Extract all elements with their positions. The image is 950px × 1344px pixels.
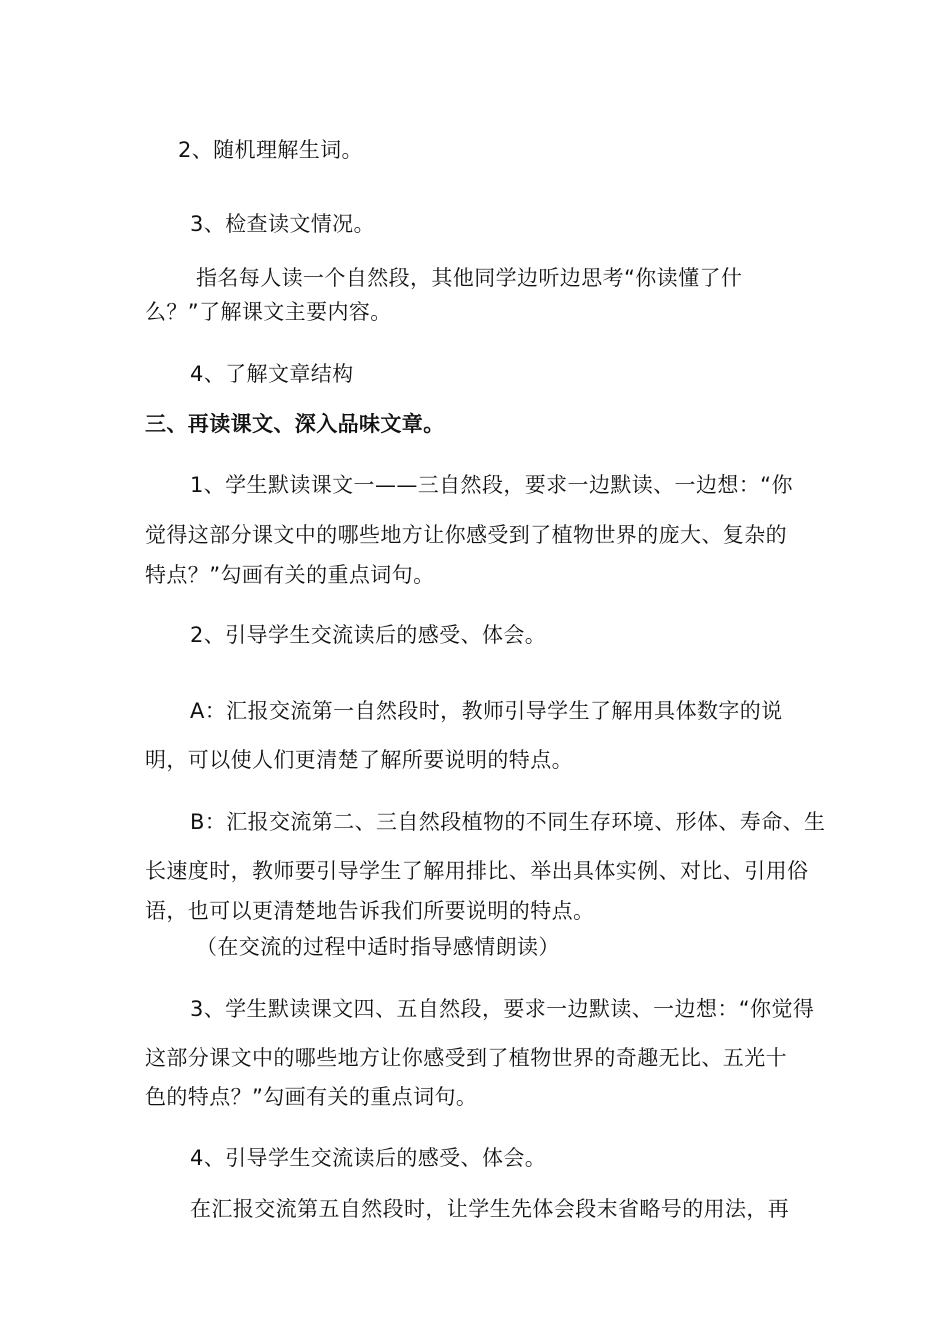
step-4-line: 4、了解文章结构 (190, 362, 354, 386)
paragraph-line: 4、引导学生交流读后的感受、体会。 (190, 1146, 547, 1170)
paragraph-line: 明，可以使人们更清楚了解所要说明的特点。 (145, 748, 573, 772)
paragraph-line: 在汇报交流第五自然段时，让学生先体会段末省略号的用法，再 (190, 1197, 790, 1221)
paragraph-line: 指名每人读一个自然段，其他同学边听边思考“你读懂了什 (196, 266, 743, 290)
paragraph-line: 色的特点？”勾画有关的重点词句。 (145, 1085, 478, 1109)
step-3-line: 3、检查读文情况。 (190, 212, 375, 236)
paragraph-line: 1、学生默读课文一——三自然段，要求一边默读、一边想：“你 (190, 473, 793, 497)
paragraph-line: 长速度时，教师要引导学生了解用排比、举出具体实例、对比、引用俗 (145, 859, 809, 883)
paragraph-line: 觉得这部分课文中的哪些地方让你感受到了植物世界的庞大、复杂的 (145, 523, 787, 547)
paragraph-line: 2、引导学生交流读后的感受、体会。 (190, 623, 547, 647)
paragraph-line: 特点？”勾画有关的重点词句。 (145, 563, 435, 587)
paragraph-line: A：汇报交流第一自然段时，教师引导学生了解用具体数字的说 (190, 699, 783, 723)
paragraph-line: 么？”了解课文主要内容。 (145, 300, 392, 324)
paragraph-line: 语，也可以更清楚地告诉我们所要说明的特点。 (145, 899, 595, 923)
paragraph-line: 3、学生默读课文四、五自然段，要求一边默读、一边想：“你觉得 (190, 997, 815, 1021)
section-heading: 三、再读课文、深入品味文章。 (145, 412, 445, 436)
paragraph-line: B：汇报交流第二、三自然段植物的不同生存环境、形体、寿命、生 (190, 810, 826, 834)
note-line: （在交流的过程中适时指导感情朗读） (196, 935, 560, 959)
step-2-line: 2、随机理解生词。 (178, 138, 363, 162)
paragraph-line: 这部分课文中的哪些地方让你感受到了植物世界的奇趣无比、五光十 (145, 1046, 787, 1070)
